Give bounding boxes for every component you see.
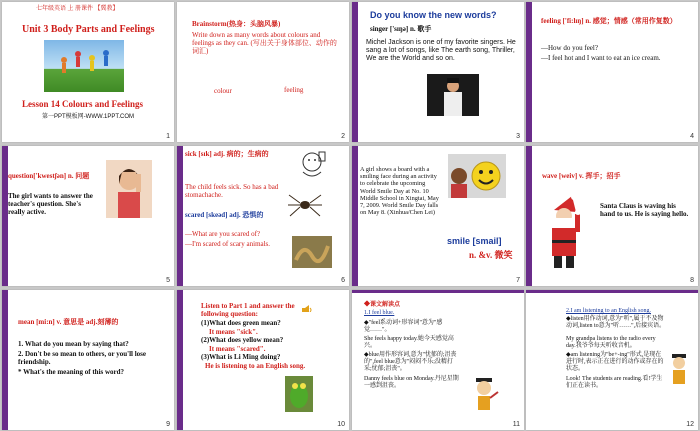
word-singer: singer ['sɪŋə] n. 歌手 [370,25,432,33]
santa-claus-icon [542,194,586,270]
mean-line-1: 1. What do you mean by saying that? [18,340,129,348]
smile-pos: n. &v. 微笑 [469,250,513,260]
new-words-heading: Do you know the new words? [370,10,497,20]
brainstorm-word-colour: colour [214,87,232,95]
brainstorm-heading: Brainstorm(热身：头脑风暴) [192,20,281,28]
explain-heading: ◆课文解读点 [364,302,401,308]
question-3: (3)What is Li Ming doing? [201,353,281,361]
feeling-line-1: —How do you feel? [541,44,598,52]
slide-10[interactable] [177,290,349,430]
spider-icon [287,191,323,219]
word-feeling: feeling ['fi:lɪŋ] n. 感觉；情感（常用作复数） [541,17,677,25]
explain-point-2: She feels happy today.她今天感觉高兴。 [364,336,454,349]
slide-number: 12 [686,421,694,428]
question-1: (1)What does green mean? [201,319,281,327]
slide-number: 7 [516,277,520,284]
slide-number: 8 [690,277,694,284]
slide-number: 9 [166,421,170,428]
slide-side-bar [177,290,183,430]
slide-6[interactable] [177,146,349,286]
wave-body: Santa Claus is waving his hand to us. He is saying hello. [600,202,689,219]
brainstorm-body: Write down as many words about colours and feelings as they can. (写出关于身体部位、动作的词汇) [192,31,337,56]
slide-number: 6 [341,277,345,284]
word-mean: mean [mi:n] v. 意思是 adj.刻薄的 [18,318,119,326]
sick-body: The child feels sick. So has a bad stomachache. [185,183,279,200]
slide-header: 七年级英语 上 册课件 【冀教】 [36,6,119,12]
word-sick: sick [sɪk] adj. 病的；生病的 [185,150,269,158]
scared-line-1: —What are you scared of? [185,230,261,238]
slide-side-bar [352,146,358,286]
question-2: (2)What does yellow mean? [201,336,284,344]
slide-11[interactable] [352,290,524,430]
answer-2: It means "scared". [209,345,266,353]
word-question: question['kwestʃən] n. 问题 [8,172,90,180]
slide-number: 5 [166,277,170,284]
smiley-board-photo-icon [448,154,506,198]
explain-point-4: Look! The students are reading.看!学生们正在读书。 [566,376,663,389]
listen-intro: Listen to Part 1 and answer the following question: [201,302,295,319]
slide-number: 10 [337,421,345,428]
sick-child-drawing-icon [295,148,329,182]
word-wave: wave [weiv] v. 挥手；招手 [542,172,621,180]
answer-3: He is listening to an English song. [205,362,306,370]
word-scared: scared [skeəd] adj. 恐惧的 [185,211,264,219]
explain-point-1: ◆"feel系动词+形容词"意为"感觉……"。 [364,320,443,333]
slide-3[interactable] [352,2,524,142]
slide-side-bar [526,2,532,142]
slide-side-bar [352,2,358,142]
slide-number: 11 [512,421,520,428]
slide-side-bar [2,290,8,430]
slide-title: Unit 3 Body Parts and Feelings [22,24,155,35]
explain-sub: 1.I feel blue. [364,310,395,316]
smile-caption: A girl shows a board with a smiling face during an activity to celebrate the upcoming World Smile Day at No. 10 Middle School in Xingtai, May 7, 2009. World Smile Day falls on May 8. (Xinhua/Chen Lei) [360,166,439,217]
snake-photo-icon [292,236,332,268]
singer-photo-icon [427,74,479,116]
brainstorm-word-feeling: feeling [284,86,304,94]
teacher-cartoon-icon [470,376,500,416]
speaker-icon[interactable] [301,302,313,312]
slide-12[interactable] [526,290,698,430]
slide-side-bar [177,146,183,286]
slide-9[interactable] [2,290,174,430]
teacher-cartoon-icon [668,352,692,388]
explain-point-4: Danny feels blue on Monday.丹尼星期一感到沮丧。 [364,376,459,389]
slide-8[interactable] [526,146,698,286]
slide-footer: 第一PPT模板网-WWW.1PPT.COM [42,114,134,120]
feeling-line-2: —I feel hot and I want to eat an ice cream. [541,54,661,62]
explain-sub: 2.I am listening to an English song. [566,308,651,314]
slide-number: 1 [166,133,170,140]
slide-2[interactable] [177,2,349,142]
slide-1[interactable] [2,2,174,142]
lesson-title: Lesson 14 Colours and Feelings [22,99,144,109]
explain-point-2: My grandpa listens to the radio every day.我爷爷每天听收音机。 [566,336,656,349]
slide-side-bar [526,146,532,286]
singer-body: Michel Jackson is one of my favorite singers. He sang a lot of songs, like The earth song, Thriller, We are the World and so on. [366,39,516,63]
answer-1: It means "sick". [209,328,258,336]
explain-point-1: ◆listen用作动词,意为"听",属于不及物动词,listen to意为"听……",后接宾语。 [566,316,666,329]
frog-photo-icon [285,376,313,412]
scared-line-2: —I'm scared of scary animals. [185,240,271,248]
slide-4[interactable] [526,2,698,142]
word-smile: smile [smail] [447,236,502,246]
explain-point-3: ◆am listening为"be+-ing"形式,是现在进行时,表示正在进行的动作或存在的状态。 [566,352,664,372]
girl-photo-icon [106,160,152,218]
slide-number: 2 [341,133,345,140]
slide-top-bar [526,290,698,293]
slide-top-bar [352,290,524,293]
slide-7[interactable] [352,146,524,286]
mean-line-3: * What's the meaning of this word? [18,368,125,376]
jumping-kids-photo-icon [44,40,124,92]
question-body: The girl wants to answer the teacher's question. She's really active. [8,192,93,217]
slide-number: 3 [516,133,520,140]
explain-point-3: ◆blue用作形容词,意为"忧郁的;沮丧的",feel blue意为"闷闷不乐;没精打采;忧郁;沮丧"。 [364,352,457,372]
slide-5[interactable] [2,146,174,286]
slide-number: 4 [690,133,694,140]
mean-line-2: 2. Don't be so mean to others, or you'll lose friendship. [18,350,147,367]
